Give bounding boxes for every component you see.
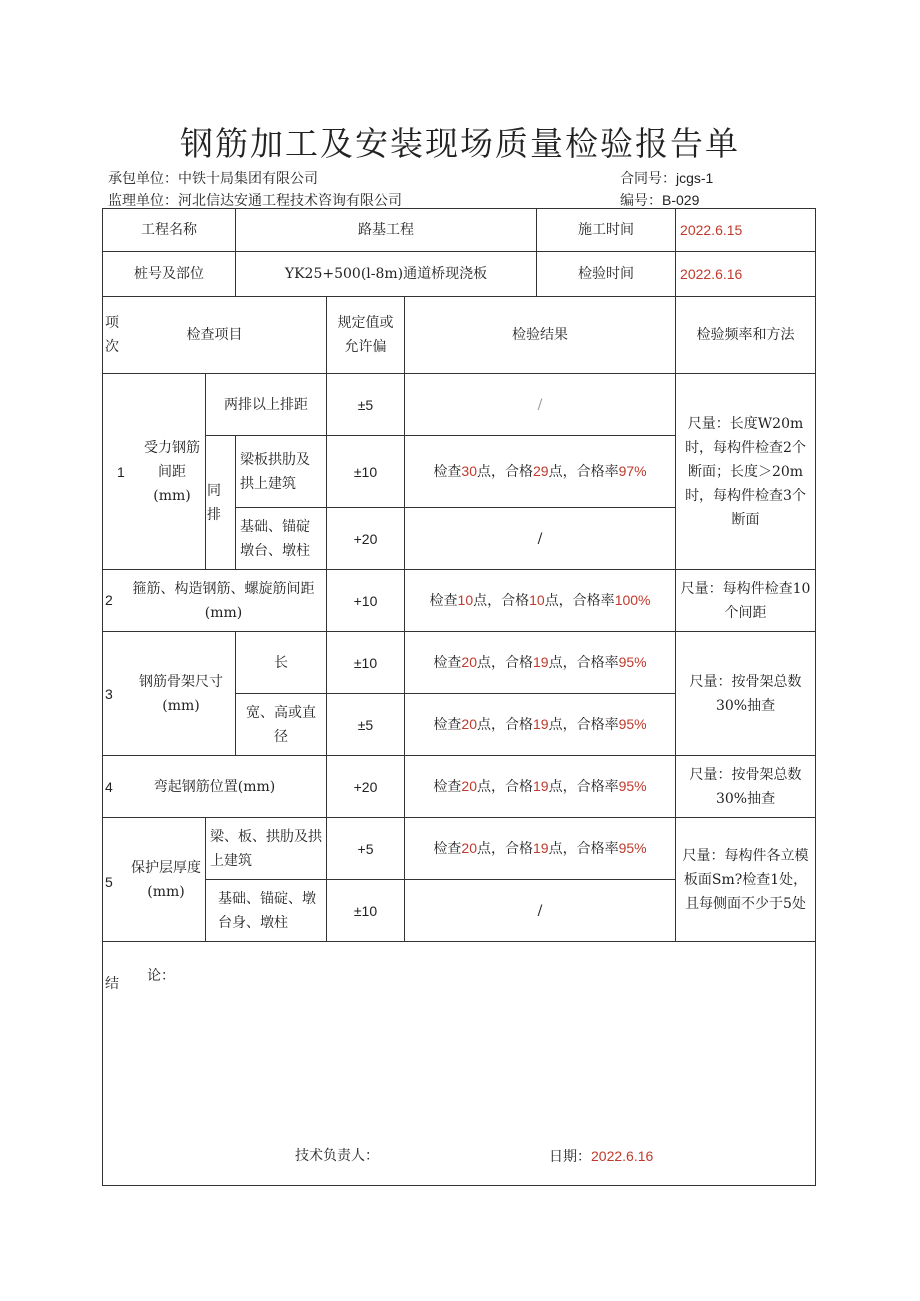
project-name-label: 工程名称 — [103, 209, 236, 252]
r1-b-value: ±10 — [327, 436, 405, 508]
header-item-no: 项次 — [105, 315, 119, 355]
header-result: 检验结果 — [405, 297, 676, 374]
r5-a-result: 检查20点，合格19点，合格率95% — [405, 818, 676, 880]
station-value: YK25+500(l-8m)通道桥现浇板 — [236, 252, 537, 297]
r3-b-label: 宽、高或直径 — [236, 694, 327, 756]
r5-name-cell — [103, 818, 206, 942]
contractor-value: 中铁十局集团有限公司 — [178, 171, 318, 187]
r5-no: 5 — [105, 874, 113, 890]
r5-b-value: ±10 — [327, 880, 405, 942]
r1-a-label: 两排以上排距 — [206, 374, 327, 436]
inspection-table — [102, 208, 816, 1186]
r3-name: 钢筋骨架尺寸(mm) — [139, 673, 223, 714]
r3-b-result: 检查20点，合格19点，合格率95% — [405, 694, 676, 756]
r1-c-label: 基础、锚碇墩台、墩柱 — [236, 508, 327, 570]
r2-name: 箍筋、构造钢筋、螺旋筋间距(mm) — [132, 580, 315, 621]
conclusion-date — [549, 1144, 653, 1169]
supervisor-line — [108, 190, 402, 210]
r2-name-cell — [103, 570, 327, 632]
r3-name-cell — [103, 632, 236, 756]
tech-lead-label: 技术负责人： — [295, 1148, 379, 1164]
conclusion-label-2: 论： — [147, 968, 175, 984]
r4-no: 4 — [105, 779, 113, 795]
r1-c-value: +20 — [327, 508, 405, 570]
inspection-time-label: 检验时间 — [537, 252, 676, 297]
header-method: 检验频率和方法 — [676, 297, 816, 374]
date-label: 日期： — [549, 1149, 591, 1165]
construction-time-label: 施工时间 — [537, 209, 676, 252]
r2-result: 检查10点，合格10点，合格率100% — [405, 570, 676, 632]
report-title: 钢筋加工及安装现场质量检验报告单 — [180, 124, 740, 163]
project-name-value: 路基工程 — [236, 209, 537, 252]
code-line — [620, 190, 699, 210]
contract-no-value: jcgs-1 — [676, 170, 714, 186]
supervisor-value: 河北信达安通工程技术咨询有限公司 — [178, 193, 402, 209]
r5-a-value: +5 — [327, 818, 405, 880]
r3-no: 3 — [105, 686, 113, 702]
r5-method: 尺量：每构件各立模板面Sm?检查1处，且每侧面不少于5处 — [676, 818, 816, 942]
r5-name: 保护层厚度(mm) — [131, 859, 201, 900]
contract-no-line — [620, 168, 713, 188]
conclusion-label-1: 结 — [105, 976, 119, 992]
r2-method: 尺量：每构件检查10个间距 — [676, 570, 816, 632]
r5-a-label: 梁、板、拱肋及拱上建筑 — [206, 818, 327, 880]
r1-method: 尺量：长度W20m时，每构件检查2个断面；长度＞20m时，每构件检查3个断面 — [676, 374, 816, 570]
contractor-label: 承包单位： — [108, 171, 178, 187]
r1-a-result: / — [405, 374, 676, 436]
r1-c-result: / — [405, 508, 676, 570]
r1-a-value: ±5 — [327, 374, 405, 436]
header-check-item-label: 检查项目 — [186, 327, 243, 343]
r5-b-result: / — [405, 880, 676, 942]
r3-a-label: 长 — [236, 632, 327, 694]
r5-b-label: 基础、锚碇、墩台身、墩柱 — [206, 880, 327, 942]
code-label: 编号： — [620, 193, 662, 209]
contract-no-label: 合同号： — [620, 171, 676, 187]
r4-result: 检查20点，合格19点，合格率95% — [405, 756, 676, 818]
header-allowed: 规定值或允许偏 — [327, 297, 405, 374]
conclusion-cell — [103, 942, 816, 1186]
r3-b-value: ±5 — [327, 694, 405, 756]
r1-no: 1 — [117, 464, 125, 480]
r1-name-cell — [103, 374, 206, 570]
inspection-time-value: 2022.6.16 — [676, 252, 816, 297]
r1-same-row-label: 同排 — [206, 436, 236, 570]
r3-method: 尺量：按骨架总数30%抽查 — [676, 632, 816, 756]
construction-time-value: 2022.6.15 — [676, 209, 816, 252]
date-value: 2022.6.16 — [591, 1148, 654, 1164]
r4-value: +20 — [327, 756, 405, 818]
r1-b-result: 检查30点，合格29点，合格率97% — [405, 436, 676, 508]
r4-name-cell — [103, 756, 327, 818]
r1-b-label: 梁板拱肋及拱上建筑 — [236, 436, 327, 508]
r3-a-value: ±10 — [327, 632, 405, 694]
r2-value: +10 — [327, 570, 405, 632]
r4-method: 尺量：按骨架总数30%抽查 — [676, 756, 816, 818]
supervisor-label: 监理单位： — [108, 193, 178, 209]
r1-name: 受力钢筋间距(mm) — [144, 439, 200, 504]
header-check-item — [103, 297, 327, 374]
r3-a-result: 检查20点，合格19点，合格率95% — [405, 632, 676, 694]
r2-no: 2 — [105, 592, 113, 608]
code-value: B-029 — [662, 192, 700, 208]
contractor-line — [108, 168, 318, 188]
station-label: 桩号及部位 — [103, 252, 236, 297]
r4-name: 弯起钢筋位置(mm) — [153, 778, 276, 795]
